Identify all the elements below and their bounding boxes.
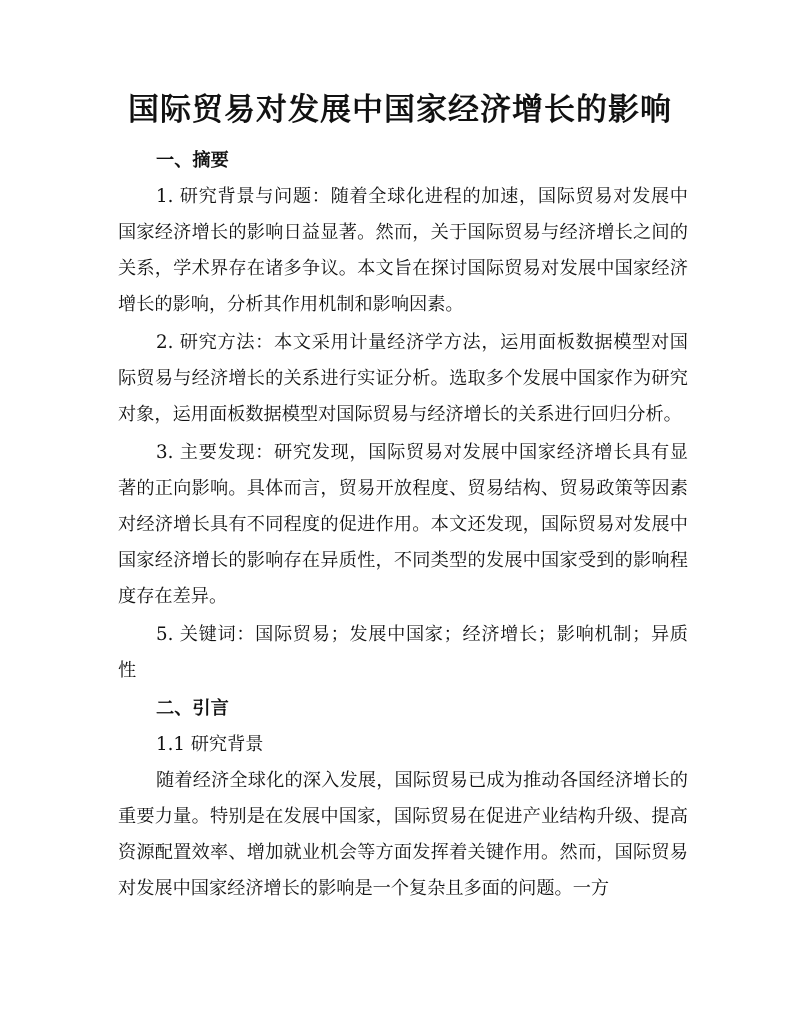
section-heading-introduction: 二、引言 [156, 698, 229, 719]
paragraph-introduction: 随着经济全球化的深入发展，国际贸易已成为推动各国经济增长的重要力量。特别是在发展中国家，国际贸易在促进产业结构升级、提高资源配置效率、增加就业机会等方面发挥着关键作用。然而，国际贸易对发展中国家经济增长的影响是一个复杂且多面的问题。一方 [118, 770, 688, 899]
paragraph-background: 1. 研究背景与问题：随着全球化进程的加速，国际贸易对发展中国家经济增长的影响日益显著。然而，关于国际贸易与经济增长之间的关系，学术界存在诸多争议。本文旨在探讨国际贸易对发展中国家经济增长的影响，分析其作用机制和影响因素。 [118, 186, 688, 315]
document-body [118, 143, 688, 907]
section-heading-abstract: 一、摘要 [156, 150, 229, 171]
paragraph-findings: 3. 主要发现：研究发现，国际贸易对发展中国家经济增长具有显著的正向影响。具体而言，贸易开放程度、贸易结构、贸易政策等因素对经济增长具有不同程度的促进作用。本文还发现，国际贸易对发展中国家经济增长的影响存在异质性，不同类型的发展中国家受到的影响程度存在差异。 [118, 442, 688, 607]
paragraph-method: 2. 研究方法：本文采用计量经济学方法，运用面板数据模型对国际贸易与经济增长的关系进行实证分析。选取多个发展中国家作为研究对象，运用面板数据模型对国际贸易与经济增长的关系进行回归分析。 [118, 332, 688, 425]
document-title: 国际贸易对发展中国家经济增长的影响 [128, 92, 672, 128]
subsection-heading-background: 1.1 研究背景 [156, 734, 264, 755]
paragraph-keywords: 5. 关键词：国际贸易；发展中国家；经济增长；影响机制；异质性 [118, 624, 688, 681]
